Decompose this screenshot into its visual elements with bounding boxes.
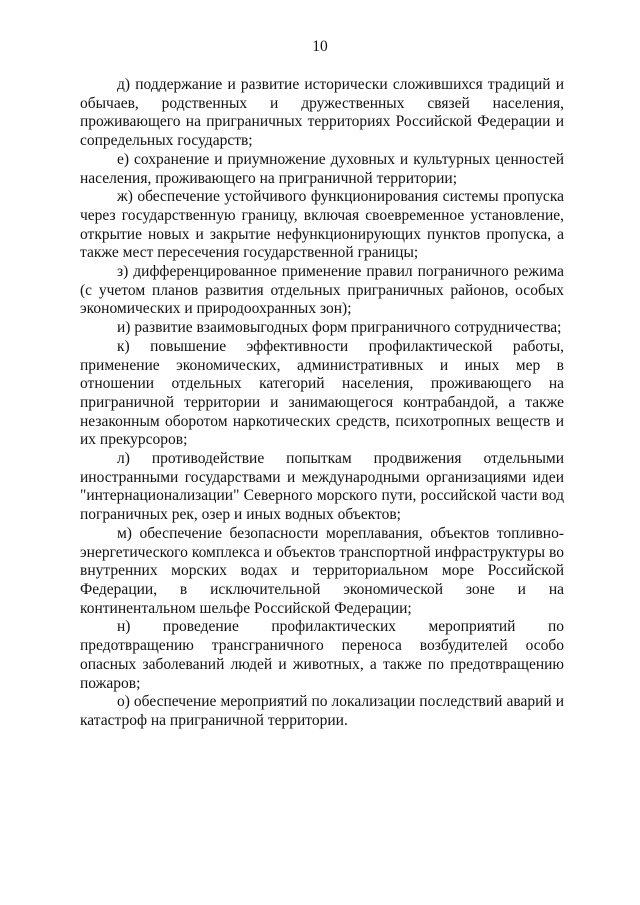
- paragraph-d: д) поддержание и развитие исторически сложившихся традиций и обычаев, родственных и дружественных связей населения, проживающего на приграничных территориях Российской Федерации и сопредельных государств;: [80, 76, 564, 150]
- paragraph-o: о) обеспечение мероприятий по локализации последствий аварий и катастроф на приграничной территории.: [80, 693, 564, 729]
- document-body: [80, 76, 564, 731]
- page-number: 10: [312, 38, 328, 55]
- paragraph-k: к) повышение эффективности профилактической работы, применение экономических, административных и иных мер в отношении отдельных категорий населения, проживающего на приграничной территории и занимающегося контрабандой, а также незаконным оборотом наркотических средств, психотропных веществ и их прекурсоров;: [80, 337, 564, 449]
- paragraph-m: м) обеспечение безопасности мореплавания, объектов топливно-энергетического комплекса и объектов транспортной инфраструктуры во внутренних морских водах и территориальном море Российской Федерации, в исключительной экономической зоне и на континентальном шельфе Российской Федерации;: [80, 524, 564, 617]
- paragraph-e: е) сохранение и приумножение духовных и культурных ценностей населения, проживающего на приграничной территории;: [80, 150, 564, 187]
- paragraph-zh: ж) обеспечение устойчивого функционирования системы пропуска через государственную границу, включая своевременное установление, открытие новых и закрытие нефункционирующих пунктов пропуска, а также мест пересечения государственной границы;: [80, 188, 564, 262]
- paragraph-z: з) дифференцированное применение правил пограничного режима (с учетом планов развития отдельных приграничных районов, особых экономических и природоохранных зон);: [80, 263, 564, 318]
- paragraph-l: л) противодействие попыткам продвижения отдельными иностранными государствами и международными организациями идеи "интернационализации" Северного морского пути, российской части вод пограничных рек, озер и иных водных объектов;: [80, 450, 564, 524]
- paragraph-i: и) развитие взаимовыгодных форм приграничного сотрудничества;: [117, 319, 562, 337]
- paragraph-n: н) проведение профилактических мероприятий по предотвращению трансграничного переноса возбудителей особо опасных заболеваний людей и животных, а также по предотвращению пожаров;: [80, 618, 564, 692]
